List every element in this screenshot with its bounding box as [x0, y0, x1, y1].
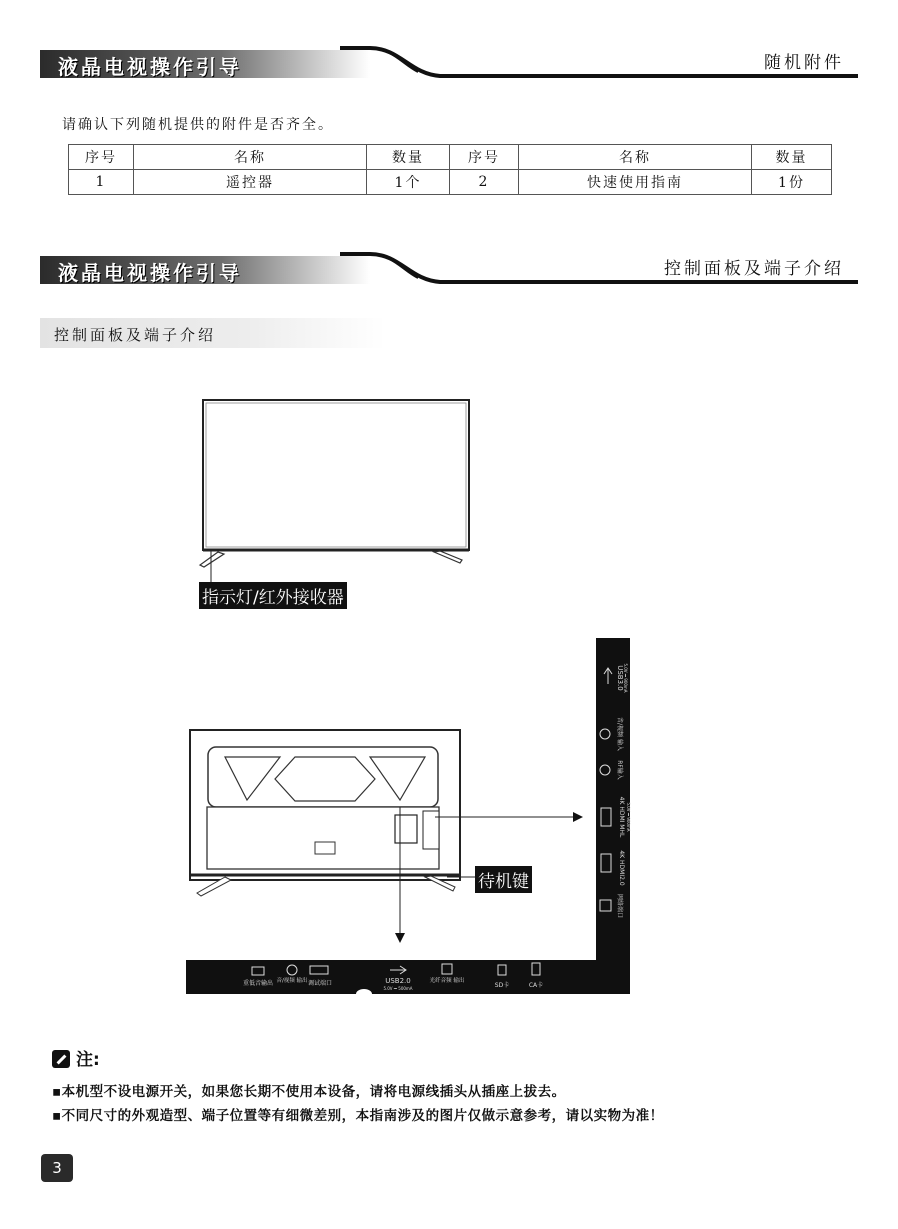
subheading: 控制面板及端子介绍 — [54, 326, 217, 344]
side-port-strip — [596, 638, 630, 994]
port-label-av-out: 音/视频 输出 — [276, 978, 308, 984]
page-number: 3 — [41, 1154, 73, 1182]
table-cell: 遥控器 — [134, 170, 367, 195]
port-label-usb2: USB2.0 — [385, 977, 411, 985]
callout-indicator: 指示灯/红外接收器 — [199, 582, 347, 609]
port-label-hdmi1: 4K HDMI MHL — [618, 796, 625, 838]
header-left-title: 液晶电视操作引导 — [58, 261, 242, 285]
table-row — [69, 170, 832, 195]
header-right-title: 控制面板及端子介绍 — [664, 259, 844, 279]
table-header-cell: 序号 — [69, 145, 134, 170]
header-left-title: 液晶电视操作引导 — [58, 55, 242, 79]
section-header-panel — [40, 246, 858, 288]
tv-front-illustration — [190, 395, 480, 575]
port-label-usb3: USB3.0 — [616, 665, 624, 691]
note-title-text: 注: — [76, 1050, 100, 1070]
port-label-ca: CA卡 — [528, 982, 544, 989]
port-label-sd: SD卡 — [494, 982, 510, 989]
note-line: ▪不同尺寸的外观造型、端子位置等有细微差别，本指南涉及的图片仅做示意参考，请以实物为准！ — [52, 1108, 664, 1124]
table-cell: 快速使用指南 — [519, 170, 752, 195]
accessories-table — [68, 144, 832, 195]
table-header-cell: 名称 — [519, 145, 752, 170]
header-right-title: 随机附件 — [764, 53, 844, 73]
table-header-cell: 名称 — [134, 145, 367, 170]
port-label-hdmi2: 4K HDMI2.0 — [618, 850, 625, 886]
port-label-hdmi1-spec: 5.0V ⎓ 900mA — [626, 802, 631, 832]
port-label-optical: 光纤音频 输出 — [429, 978, 465, 984]
intro-text: 请确认下列随机提供的附件是否齐全。 — [62, 117, 334, 133]
table-header-cell: 数量 — [367, 145, 450, 170]
callout-standby: 待机键 — [475, 866, 532, 893]
note-line: ▪本机型不设电源开关，如果您长期不使用本设备，请将电源线插头从插座上拔去。 — [52, 1084, 566, 1100]
table-cell: 2 — [450, 170, 519, 195]
port-label-av-in: 音/视频 输入 — [616, 717, 623, 751]
port-label-subwoofer: 重低音输出 — [242, 980, 274, 987]
port-label-rf: RF输入 — [616, 760, 623, 780]
pencil-note-icon — [52, 1050, 70, 1068]
bottom-port-strip — [186, 960, 596, 994]
table-cell: 1个 — [367, 170, 450, 195]
port-label-debug: 调试端口 — [307, 980, 333, 987]
table-cell: 1份 — [752, 170, 832, 195]
table-header-row — [69, 145, 832, 170]
port-label-usb2-spec: 5.0V ⎓ 500mA — [383, 986, 413, 991]
note-title — [52, 1045, 100, 1070]
table-header-cell: 数量 — [752, 145, 832, 170]
table-cell: 1 — [69, 170, 134, 195]
port-label-lan: 网络端口 — [616, 893, 623, 919]
table-header-cell: 序号 — [450, 145, 519, 170]
section-header-accessories — [40, 40, 858, 82]
tv-back-illustration — [185, 725, 605, 950]
subheading-bar — [40, 318, 385, 348]
port-label-usb3-spec: 5.0V ⎓ 900mA — [623, 663, 628, 693]
